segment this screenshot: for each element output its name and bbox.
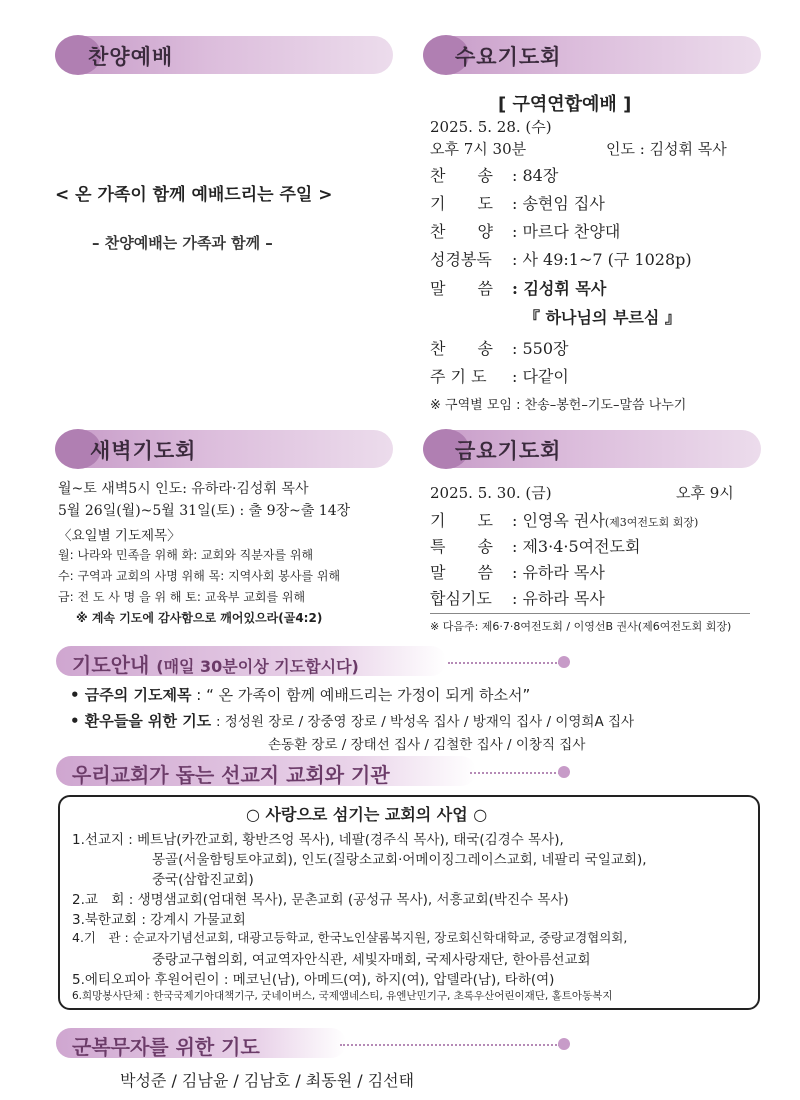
friday-row xyxy=(430,586,605,609)
row-label: 말 씀 xyxy=(430,563,493,582)
wednesday-row xyxy=(430,364,569,387)
row-value: : 제3·4·5여전도회 xyxy=(512,537,641,556)
prayer-dot xyxy=(558,656,570,668)
wednesday-row xyxy=(430,191,605,214)
missions-line: 6.희망봉사단체 : 한국국제기아대책기구, 굿네이버스, 국제앰네스티, 유엔난민기구, 초록우산어린이재단, 홀트아동복지 xyxy=(72,990,613,1002)
prayer-header-sub: (매일 30분이상 기도합시다) xyxy=(156,657,359,676)
patients-line2: 손동환 장로 / 장태선 집사 / 김철한 집사 / 이창직 집사 xyxy=(268,737,586,753)
dawn-line1: 월~토 새벽5시 인도: 유하라·김성휘 목사 xyxy=(58,481,309,497)
friday-row xyxy=(430,508,698,531)
friday-next: ※ 다음주: 제6·7·8여전도회 / 이영선B 권사(제6여전도회 회장) xyxy=(430,620,732,633)
missions-line: 중국(삼합진교회) xyxy=(152,872,254,888)
friday-row xyxy=(430,534,640,557)
weekly-label: • 금주의 기도제목 xyxy=(70,686,192,704)
dawn-header: 새벽기도회 xyxy=(90,439,197,463)
row-label: 특 송 xyxy=(430,537,493,556)
military-names: 박성준 / 김남윤 / 김남호 / 최동원 / 김선태 xyxy=(120,1071,415,1090)
prayer-header xyxy=(72,649,359,678)
row-label: 찬 송 xyxy=(430,166,493,185)
dawn-verse: ※ 계속 기도에 감사함으로 깨어있으라(골4:2) xyxy=(76,611,323,625)
sunday-subtitle: – 찬양예배는 가족과 함께 – xyxy=(92,234,273,252)
missions-line: 3.북한교회 : 강계시 가물교회 xyxy=(72,912,246,928)
military-header: 군복무자를 위한 기도 xyxy=(72,1035,260,1059)
patients-line1: : 정성원 장로 / 장중영 장로 / 박성옥 집사 / 방재익 집사 / 이영희A 집사 xyxy=(215,714,635,730)
row-label: 주 기 도 xyxy=(430,367,487,386)
friday-row xyxy=(430,560,605,583)
missions-dotted-line xyxy=(470,772,560,774)
wednesday-row xyxy=(430,276,606,299)
missions-line: 5.에티오피아 후원어린이 : 메코닌(남), 아메드(여), 하지(여), 압델라(남), 타하(여) xyxy=(72,972,555,988)
missions-line: 2.교 회 : 생명샘교회(엄대현 목사), 문촌교회 (공성규 목사), 서흥교회(박진수 목사) xyxy=(72,892,569,908)
dawn-topics-title: 〈요일별 기도제목〉 xyxy=(58,528,181,544)
missions-box-title: ○ 사랑으로 섬기는 교회의 사업 ○ xyxy=(246,805,488,824)
wednesday-date: 2025. 5. 28. (수) xyxy=(430,118,552,136)
row-label: 말 씀 xyxy=(430,279,493,298)
row-value: : 유하라 목사 xyxy=(512,563,605,582)
row-label: 성경봉독 xyxy=(430,250,492,269)
row-label: 찬 양 xyxy=(430,222,493,241)
missions-header: 우리교회가 돕는 선교지 교회와 기관 xyxy=(72,763,390,787)
row-value: : 김성휘 목사 xyxy=(512,279,607,298)
row-value: : 유하라 목사 xyxy=(512,589,605,608)
patients-prayer xyxy=(70,710,634,731)
row-value: : 550장 xyxy=(512,339,569,358)
sunday-header: 찬양예배 xyxy=(88,45,174,69)
wednesday-leader: 인도 : 김성휘 목사 xyxy=(606,140,727,158)
sunday-theme: < 온 가족이 함께 예배드리는 주일 > xyxy=(55,185,333,205)
weekly-topic xyxy=(70,684,530,705)
wednesday-time: 오후 7시 30분 xyxy=(430,140,527,158)
wednesday-row xyxy=(430,219,620,242)
wednesday-row xyxy=(430,163,558,186)
missions-dot xyxy=(558,766,570,778)
prayer-header-title: 기도안내 xyxy=(72,653,150,677)
row-label: 기 도 xyxy=(430,194,493,213)
wednesday-title: [ 구역연합예배 ] xyxy=(498,94,632,115)
row-value: : 마르다 찬양대 xyxy=(512,222,621,241)
friday-time: 오후 9시 xyxy=(676,484,734,502)
military-dot xyxy=(558,1038,570,1050)
sermon-title: 『 하나님의 부르심 』 xyxy=(524,308,681,327)
missions-line: 4.기 관 : 순교자기념선교회, 대광고등학교, 한국노인샬롬복지원, 장로회신학대학교, 중랑교경협의회, xyxy=(72,930,628,945)
wednesday-header: 수요기도회 xyxy=(455,45,562,69)
dawn-topic: 월: 나라와 민족을 위해 화: 교회와 직분자를 위해 xyxy=(58,548,314,562)
row-label: 합심기도 xyxy=(430,589,492,608)
row-value: : 다같이 xyxy=(512,367,569,386)
friday-header: 금요기도회 xyxy=(455,439,562,463)
missions-line: 몽골(서울함팅토야교회), 인도(질랑소교회·어메이징그레이스교회, 네팔리 국일교회), xyxy=(152,852,647,868)
row-value: : 인영옥 권사 xyxy=(512,511,605,530)
wednesday-row xyxy=(430,336,568,359)
friday-date: 2025. 5. 30. (금) xyxy=(430,484,552,502)
military-dotted-line xyxy=(340,1044,560,1046)
missions-line: 중랑교구협의회, 여교역자안식관, 세빛자매회, 국제사랑재단, 한아름선교회 xyxy=(152,952,591,968)
row-value: : 송현임 집사 xyxy=(512,194,605,213)
dawn-topic: 수: 구역과 교회의 사명 위해 목: 지역사회 봉사를 위해 xyxy=(58,569,341,583)
missions-line: 1.선교지 : 베트남(카깐교회, 황반즈엉 목사), 네팔(경주식 목사), 태국(김경수 목사), xyxy=(72,832,564,848)
dawn-line2: 5월 26일(월)~5월 31일(토) : 출 9장~출 14장 xyxy=(58,503,351,519)
row-label: 기 도 xyxy=(430,511,493,530)
prayer-dotted-line xyxy=(448,662,560,664)
row-label: 찬 송 xyxy=(430,339,493,358)
patients-label: • 환우들을 위한 기도 xyxy=(70,712,212,730)
weekly-value: : “ 온 가족이 함께 예배드리는 가정이 되게 하소서” xyxy=(196,686,531,704)
wednesday-row xyxy=(430,247,692,270)
friday-divider xyxy=(430,613,750,614)
wednesday-note: ※ 구역별 모임 : 찬송–봉헌–기도–말씀 나누기 xyxy=(430,398,687,413)
row-value: : 사 49:1~7 (구 1028p) xyxy=(512,250,692,269)
dawn-topic: 금: 전 도 사 명 을 위 해 토: 교육부 교회를 위해 xyxy=(58,590,306,604)
row-value: : 84장 xyxy=(512,166,559,185)
row-note: (제3여전도회 회장) xyxy=(604,516,699,529)
